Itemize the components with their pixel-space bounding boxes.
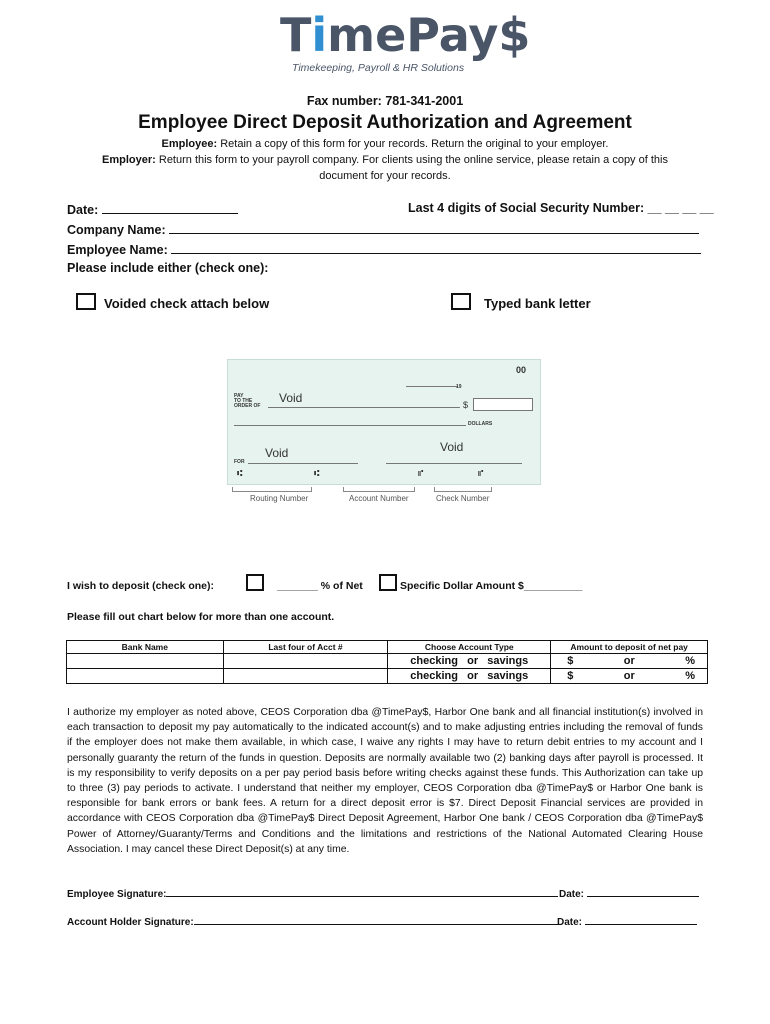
table-row [67,654,708,669]
employer-instruction: Employer: Return this form to your payroll company. For clients using the online service, please retain a copy of this document for your records. [102,154,668,182]
typed-letter-checkbox[interactable] [451,293,471,310]
check-number: 00 [516,365,527,375]
check-number-label: Check Number [436,494,490,503]
form-title: Employee Direct Deposit Authorization and Agreement [138,112,632,133]
account-type-header: Choose Account Type [388,641,551,654]
logo-wordmark: TimePay$ [280,8,531,62]
deposit-choice-label: I wish to deposit (check one): [67,580,215,592]
authorization-paragraph: I authorize my employer as noted above, CEOS Corporation dba @TimePay$, Harbor One bank and all financial institution(s) involved in each transaction to deposit my pay automatically to the indicated account(s) and to make adjusting entries including the removal of funds if the employer does not make them available, in which case, I waive any rights I may have to return debit entries to my account and I personally guaranty the return of the funds in question. Deposits are normally available two (2) banking days after payroll is processed. It is my responsibility to verify deposits on a per pay period basis before writing checks against these funds. This Authorization can take up to three (3) pay periods to activate. I understand that neither my employer, CEOS Corporation dba @TimePay$ or Harbor One bank is responsible for bank errors or bank fees. A return for a direct deposit error is $7. Direct Deposit Financial services are provided in accordance with CEOS Corporation dba @TimePay$ Direct Deposit Agreement, Harbor One bank / CEOS Corporation dba @TimePay$ Power of Attorney/Guaranty/Terms and Conditions and the limitations and restrictions of the National Automated Clearing House Association. I may cancel these Direct Deposit(s) at any time. [67,707,703,855]
accounts-table [66,640,708,684]
last-four-cell[interactable] [223,669,388,684]
employee-signature-field[interactable]: Employee Signature: [67,886,558,900]
timepays-logo [280,8,531,76]
chart-instruction: Please fill out chart below for more than one account. [67,611,335,623]
bank-name-header: Bank Name [67,641,224,654]
company-name-field[interactable]: Company Name: [67,221,699,237]
void-text: Void [440,440,464,454]
table-row [67,669,708,684]
routing-number-label: Routing Number [250,494,309,503]
void-text: Void [279,391,303,405]
fax-number: Fax number: 781-341-2001 [306,94,464,108]
voided-check-checkbox[interactable] [76,293,96,310]
amount-cell[interactable]: $ or % [551,669,708,684]
table-header-row [67,641,708,654]
logo-person-icon: i [311,8,328,62]
employee-instruction: Employee: Retain a copy of this form for your records. Return the original to your employer. [161,138,609,150]
dollar-amount-checkbox[interactable] [379,574,397,591]
include-instruction: Please include either (check one): [67,261,269,275]
account-number-label: Account Number [349,494,409,503]
bank-name-cell[interactable] [67,669,224,684]
amount-header: Amount to deposit of net pay [551,641,708,654]
logo-tagline: Timekeeping, Payroll & HR Solutions [292,62,465,74]
last-four-header: Last four of Acct # [223,641,388,654]
percent-net-label: _______ % of Net [277,580,363,592]
employee-signature-date[interactable]: Date: [559,886,699,900]
sample-check-image: 00 19 PAY TO THE ORDER OF Void $ DOLLARS Void Void FOR ⑆ ⑆ ⑈ ⑈ [227,359,541,485]
account-holder-signature-date[interactable]: Date: [557,914,697,928]
last-four-cell[interactable] [223,654,388,669]
dollar-amount-label: Specific Dollar Amount $__________ [400,580,583,592]
bank-name-cell[interactable] [67,654,224,669]
typed-letter-label: Typed bank letter [484,296,591,311]
void-text: Void [265,446,289,460]
ssn-field[interactable]: Last 4 digits of Social Security Number: __ __ __ __ [408,201,714,215]
voided-check-label: Voided check attach below [104,296,270,311]
amount-cell[interactable]: $ or % [551,654,708,669]
percent-net-checkbox[interactable] [246,574,264,591]
account-type-cell[interactable]: checking or savings [388,654,551,669]
account-type-cell[interactable]: checking or savings [388,669,551,684]
employee-name-field[interactable]: Employee Name: [67,241,701,257]
account-holder-signature-field[interactable]: Account Holder Signature: [67,914,558,928]
date-field[interactable]: Date: [67,201,238,217]
